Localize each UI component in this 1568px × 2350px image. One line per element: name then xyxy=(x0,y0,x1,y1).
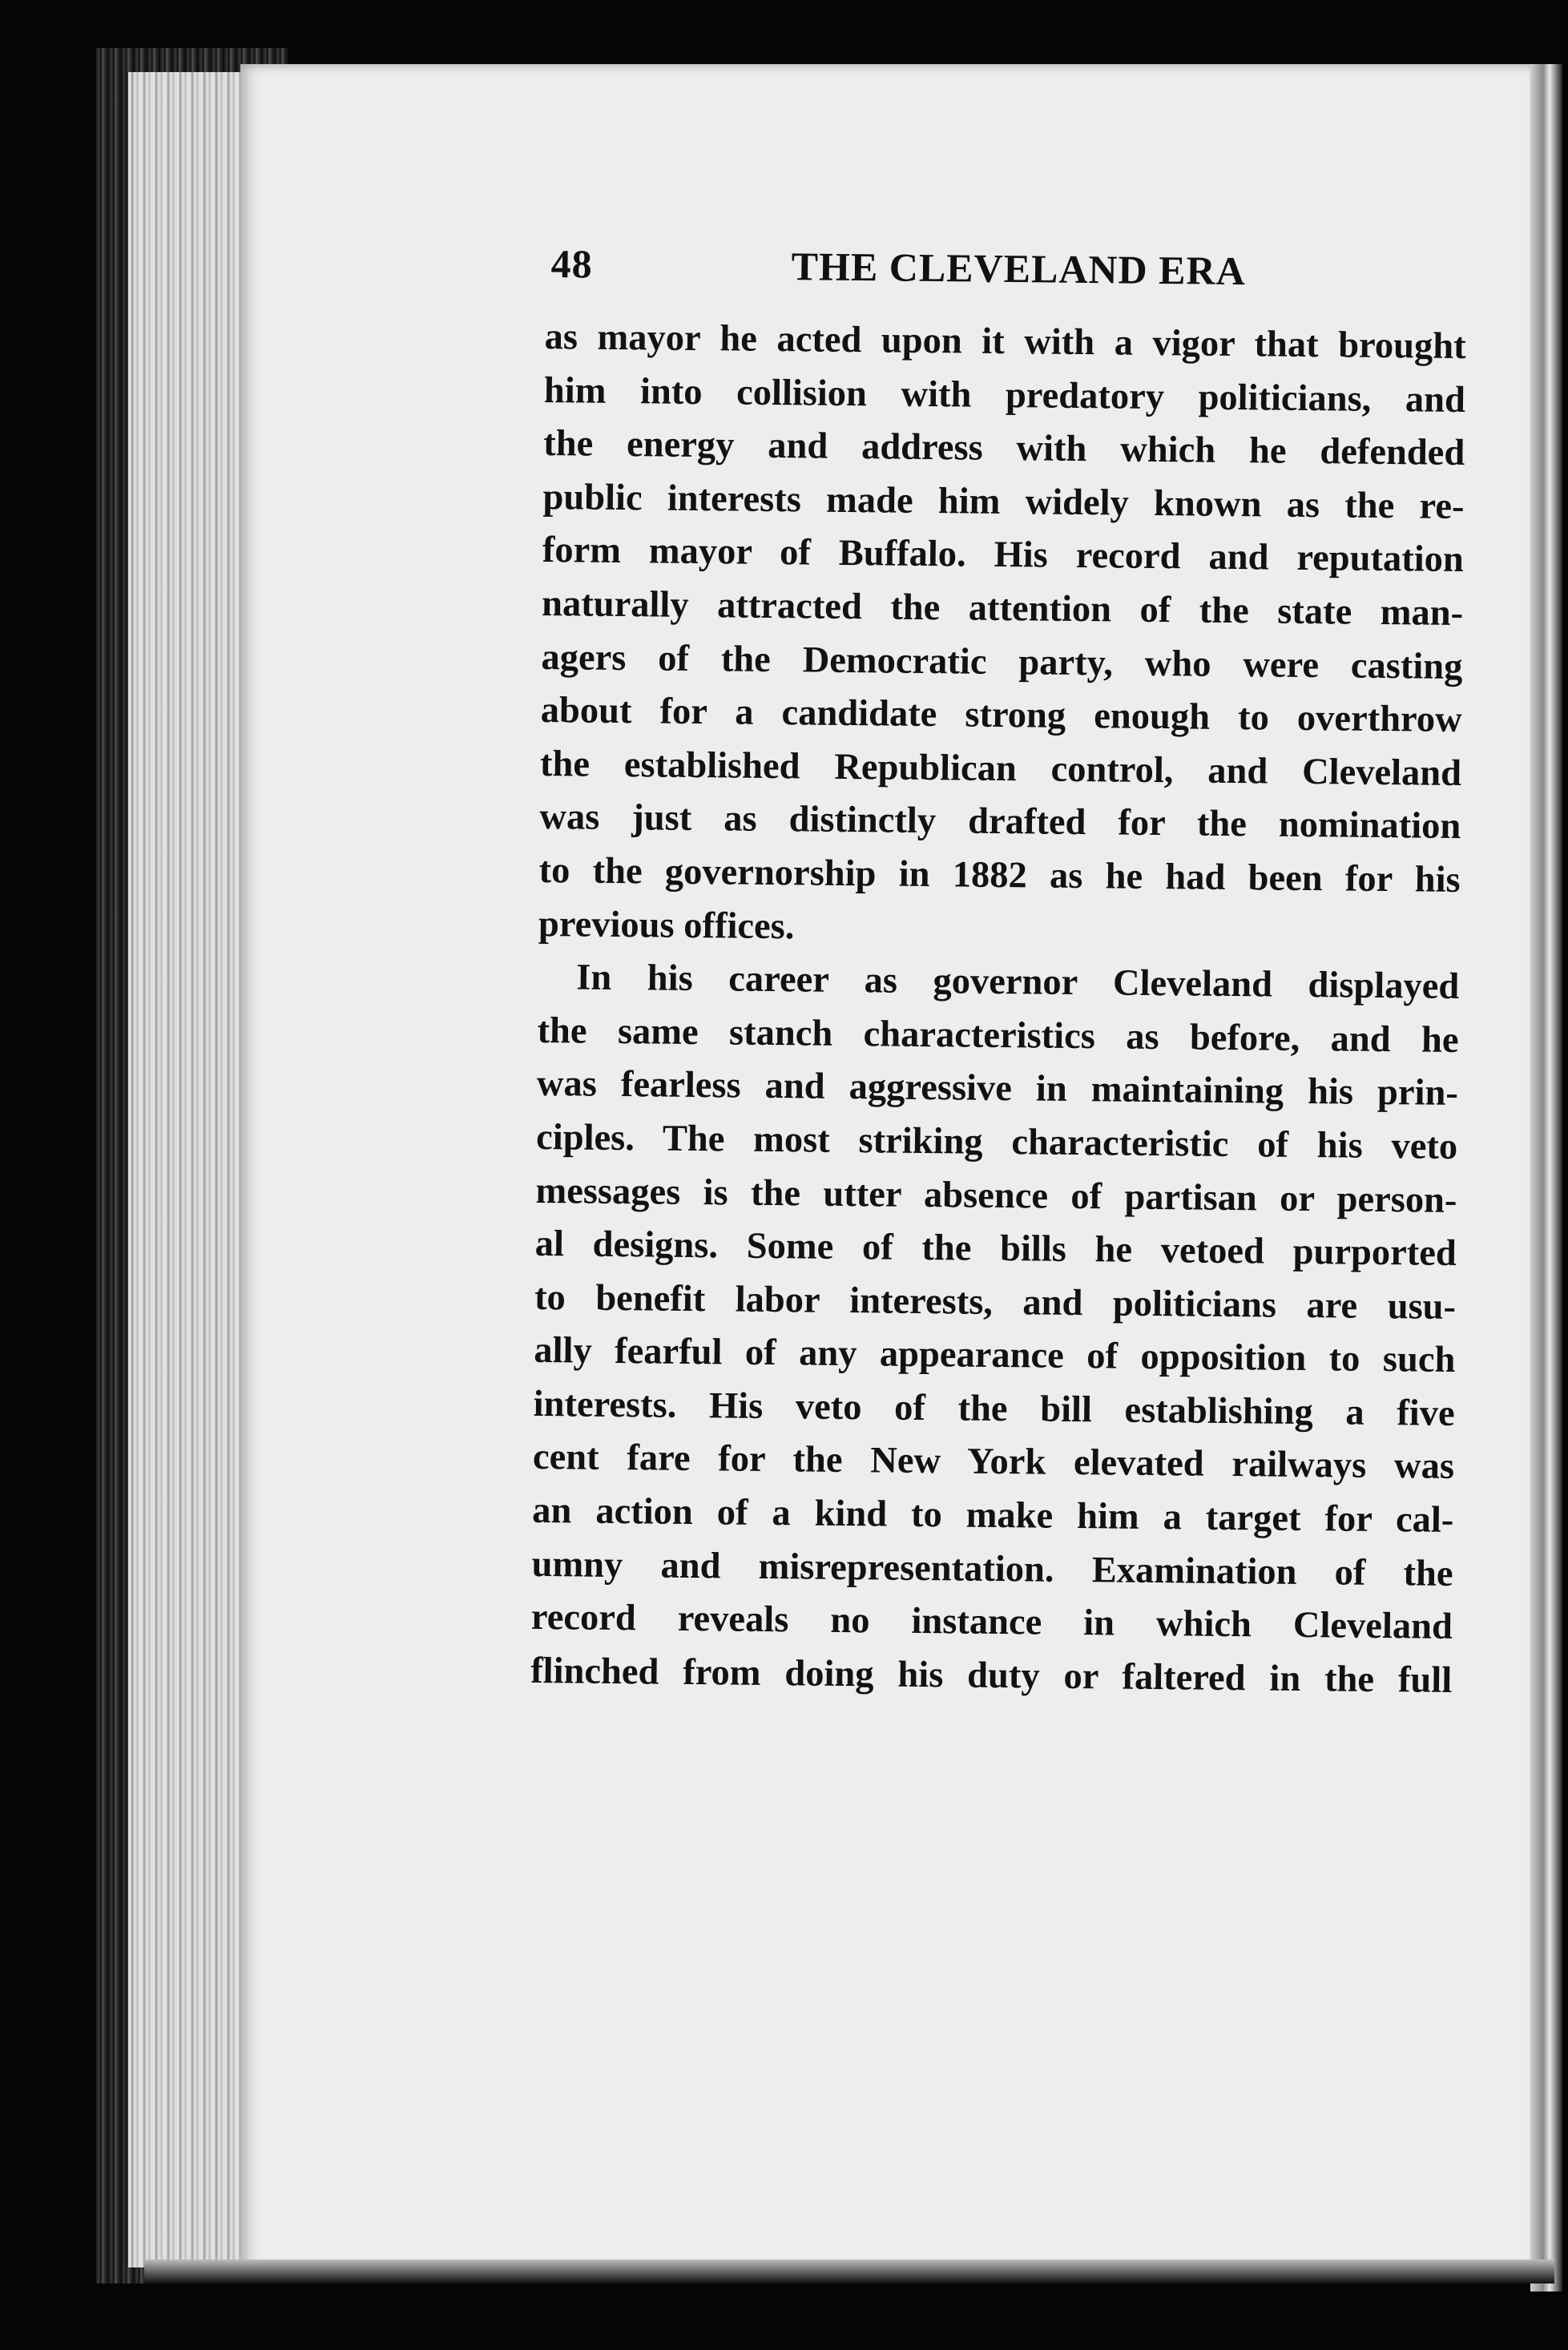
paragraph-2 xyxy=(530,951,1460,1707)
text-line: previous offices. xyxy=(538,903,795,947)
text-line: to benefit labor interests, and politicians are usu- xyxy=(534,1276,1457,1328)
text-line: naturally attracted the attention of the state man- xyxy=(541,582,1464,634)
text-line: ciples. The most striking characteristic of his veto xyxy=(535,1116,1458,1167)
text-line: record reveals no instance in which Cleveland xyxy=(530,1597,1453,1648)
text-line: public interests made him widely known as the re- xyxy=(542,476,1465,527)
text-line: cent fare for the New York elevated railways was xyxy=(532,1437,1455,1488)
text-line: form mayor of Buffalo. His record and reputation xyxy=(542,530,1465,581)
text-line: the established Republican control, and Cleveland xyxy=(539,743,1462,794)
text-line: flinched from doing his duty or faltered in the full xyxy=(530,1650,1453,1701)
text-line: In his career as governor Cleveland displayed xyxy=(576,957,1460,1008)
text-line: about for a candidate strong enough to overthrow xyxy=(540,690,1462,741)
text-line: as mayor he acted upon it with a vigor that brought xyxy=(544,316,1466,368)
paragraph-1 xyxy=(538,311,1466,961)
text-line: the same stanch characteristics as before, and he xyxy=(537,1010,1459,1061)
text-line: ally fearful of any appearance of opposition to such xyxy=(534,1330,1456,1381)
text-line: to the governorship in 1882 as he had been for his xyxy=(538,849,1461,901)
text-line: umny and misrepresentation. Examination of the xyxy=(531,1543,1453,1594)
running-head xyxy=(550,240,1473,306)
running-title: THE CLEVELAND ERA xyxy=(791,244,1247,294)
text-line: interests. His veto of the bill establishing a five xyxy=(533,1383,1455,1434)
text-line: messages is the utter absence of partisan or person- xyxy=(535,1170,1457,1221)
book-bottom-edge xyxy=(144,2259,1554,2283)
page-number: 48 xyxy=(550,240,593,287)
text-line: him into collision with predatory politicians, and xyxy=(543,369,1466,421)
text-line: was just as distinctly drafted for the nomination xyxy=(539,796,1461,848)
text-line: an action of a kind to make him a target for cal- xyxy=(532,1489,1454,1542)
text-line: al designs. Some of the bills he vetoed purported xyxy=(534,1223,1457,1275)
book-right-edge xyxy=(1530,64,1562,2292)
body-text xyxy=(530,311,1466,1707)
text-line: agers of the Democratic party, who were casting xyxy=(541,636,1463,687)
text-line: was fearless and aggressive in maintaining his prin- xyxy=(536,1063,1459,1115)
text-line: the energy and address with which he defended xyxy=(542,423,1465,474)
